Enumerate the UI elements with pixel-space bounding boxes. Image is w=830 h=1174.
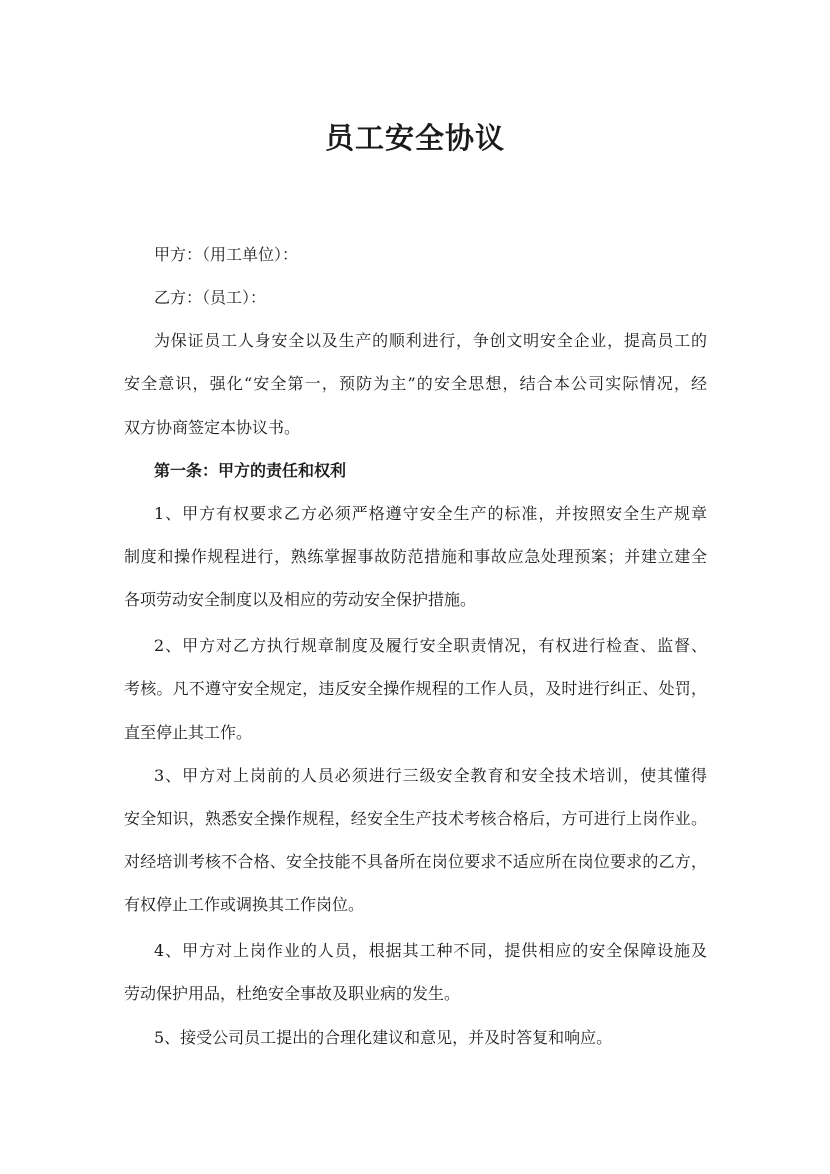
- clause-line: 各项劳动安全制度以及相应的劳动安全保护措施。: [124, 590, 477, 609]
- clause-line: 3、甲方对上岗前的人员必须进行三级安全教育和安全技术培训，使其懂得: [154, 766, 707, 785]
- clause-line: 制度和操作规程进行，熟练掌握事故防范措施和事故应急处理预案；并建立建全: [124, 547, 707, 566]
- clause-line: 2、甲方对乙方执行规章制度及履行安全职责情况，有权进行检查、监督、: [154, 636, 707, 655]
- clause-line: 劳动保护用品，杜绝安全事故及职业病的发生。: [124, 984, 461, 1003]
- intro-line: 双方协商签定本协议书。: [124, 418, 301, 437]
- clause-line: 4、甲方对上岗作业的人员，根据其工种不同，提供相应的安全保障设施及: [154, 941, 707, 960]
- section-heading: 第一条：甲方的责任和权利: [154, 461, 347, 480]
- intro-line: 为保证员工人身安全以及生产的顺利进行，争创文明安全企业，提高员工的: [154, 331, 707, 350]
- clause-line: 安全知识，熟悉安全操作规程，经安全生产技术考核合格后，方可进行上岗作业。: [124, 809, 707, 828]
- clause-line: 考核。凡不遵守安全规定，违反安全操作规程的工作人员，及时进行纠正、处罚，: [124, 679, 707, 698]
- clause-line: 直至停止其工作。: [124, 723, 253, 742]
- intro-line: 安全意识，强化“安全第一，预防为主”的安全思想，结合本公司实际情况，经: [124, 374, 707, 393]
- clause-line: 1、甲方有权要求乙方必须严格遵守安全生产的标准，并按照安全生产规章: [154, 504, 707, 523]
- clause-line: 有权停止工作或调换其工作岗位。: [124, 895, 365, 914]
- party-b-line: 乙方：（员工）：: [154, 288, 267, 307]
- document-title: 员工安全协议: [324, 121, 505, 155]
- party-a-line: 甲方：（用工单位）：: [154, 245, 299, 264]
- clause-line: 对经培训考核不合格、安全技能不具备所在岗位要求不适应所在岗位要求的乙方，: [124, 852, 707, 871]
- clause-line: 5、接受公司员工提出的合理化建议和意见，并及时答复和响应。: [154, 1028, 613, 1047]
